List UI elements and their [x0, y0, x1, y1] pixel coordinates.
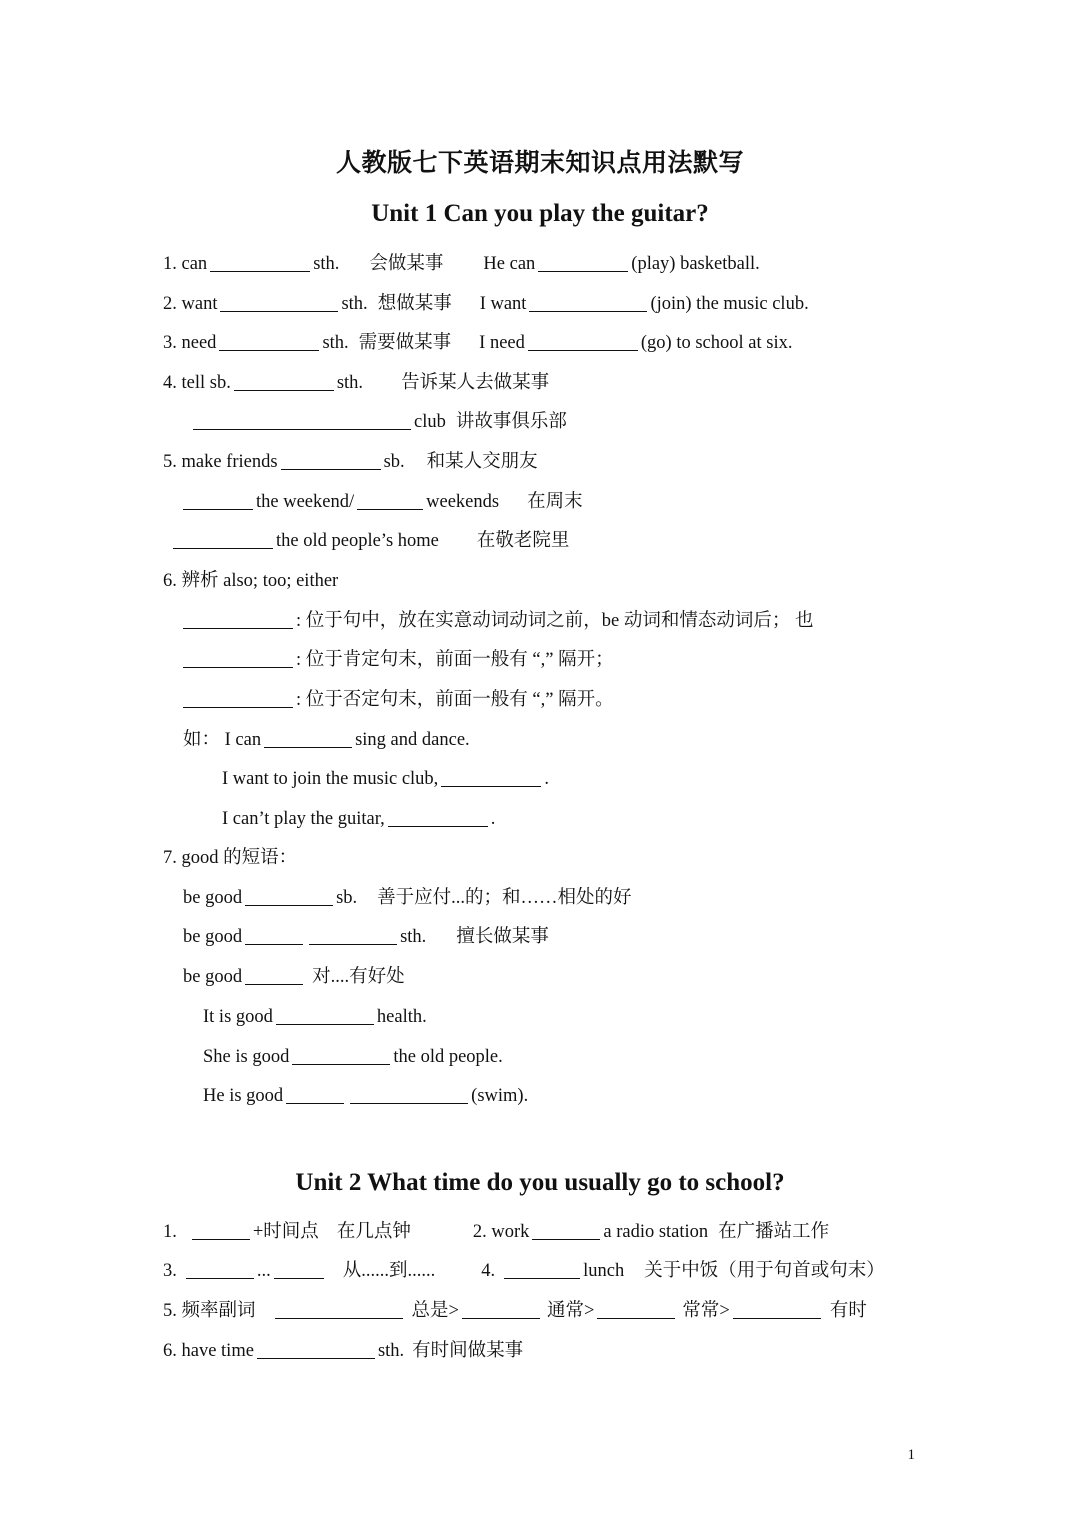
line-text: the old people’s home	[276, 531, 439, 551]
line-text: 讲故事俱乐部	[455, 412, 567, 432]
fill-blank[interactable]	[257, 1340, 375, 1359]
unit2-line-2	[163, 1259, 885, 1283]
fill-blank[interactable]	[192, 1221, 250, 1240]
line-text: 2. want	[163, 294, 218, 314]
unit1-line-14	[222, 767, 549, 791]
line-text: the weekend/	[256, 492, 355, 512]
fill-blank[interactable]	[186, 1260, 254, 1279]
fill-blank[interactable]	[275, 1300, 403, 1319]
fill-blank[interactable]	[504, 1260, 580, 1279]
fill-blank[interactable]	[264, 729, 352, 748]
fill-blank[interactable]	[245, 966, 303, 985]
line-text: I want	[479, 294, 527, 314]
fill-blank[interactable]	[183, 491, 253, 510]
unit2-line-1	[163, 1220, 829, 1244]
unit1-line-17	[183, 886, 632, 910]
line-text: 4. tell sb.	[163, 373, 231, 393]
line-text: 对....有好处	[312, 967, 405, 987]
page-title: 人教版七下英语期末知识点用法默写	[335, 150, 744, 177]
line-text: 在广播站工作	[718, 1222, 830, 1242]
line-text: 7. good 的短语：	[163, 848, 298, 868]
unit1-line-4	[163, 371, 549, 395]
line-text: club	[414, 412, 446, 432]
unit1-line-10	[180, 609, 813, 633]
line-text: the old people.	[393, 1047, 503, 1067]
line-text: ...	[256, 1261, 271, 1281]
line-text: 6. have time	[163, 1341, 254, 1361]
line-text: 在敬老院里	[476, 531, 570, 551]
line-text: a radio station	[603, 1222, 709, 1242]
line-text: 4.	[481, 1261, 496, 1281]
unit1-line-19	[183, 965, 405, 989]
unit2-line-4	[163, 1339, 523, 1363]
line-text: (play) basketball.	[631, 254, 760, 274]
unit1-line-2	[163, 292, 809, 316]
fill-blank[interactable]	[462, 1300, 540, 1319]
unit1-line-12	[180, 688, 614, 712]
fill-blank[interactable]	[538, 253, 628, 272]
line-text: weekends	[426, 492, 500, 512]
line-text: 1. can	[163, 254, 208, 274]
line-text: 1.	[163, 1222, 177, 1242]
unit2-line-3	[163, 1299, 867, 1323]
unit1-line-11	[180, 648, 614, 672]
line-text: : 位于句中，放在实意动词动词之前，be 动词和情态动词后； 也	[296, 611, 814, 631]
line-text: sth.	[341, 294, 368, 314]
line-text: 在周末	[527, 492, 583, 512]
line-text: .	[544, 769, 549, 789]
line-text: sth.	[400, 927, 427, 947]
line-text: 需要做某事	[358, 333, 452, 353]
fill-blank[interactable]	[173, 530, 273, 549]
line-text: +时间点	[252, 1222, 319, 1242]
fill-blank[interactable]	[309, 926, 397, 945]
line-text: lunch	[583, 1261, 625, 1281]
page-number: 1	[907, 1447, 915, 1463]
line-text: 有时	[829, 1301, 867, 1321]
unit1-line-6	[163, 450, 538, 474]
fill-blank[interactable]	[183, 649, 293, 668]
line-text: 3. need	[163, 333, 217, 353]
line-text: sth.	[313, 254, 340, 274]
line-text: 常常>	[682, 1301, 730, 1321]
line-text: It is good	[203, 1007, 273, 1027]
line-text: I need	[479, 333, 525, 353]
line-text: 关于中饭（用于句首或句末）	[644, 1261, 885, 1281]
unit1-line-8	[170, 529, 569, 553]
line-text: sb.	[383, 452, 405, 472]
unit1-line-5	[190, 410, 567, 434]
fill-blank[interactable]	[234, 372, 334, 391]
line-text: 总是>	[411, 1301, 459, 1321]
unit1-line-20	[203, 1005, 427, 1029]
fill-blank[interactable]	[388, 808, 488, 827]
unit1-line-9	[163, 569, 338, 593]
line-text: 和某人交朋友	[426, 452, 538, 472]
line-text: .	[490, 809, 496, 829]
fill-blank[interactable]	[441, 768, 541, 787]
line-text: 5. 频率副词	[163, 1301, 256, 1321]
line-text: sth.	[336, 373, 364, 393]
unit1-line-7	[180, 490, 583, 514]
fill-blank[interactable]	[532, 1221, 600, 1240]
fill-blank[interactable]	[183, 689, 293, 708]
fill-blank[interactable]	[210, 253, 310, 272]
unit1-line-15	[222, 807, 495, 831]
fill-blank[interactable]	[529, 293, 647, 312]
line-text: 在几点钟	[336, 1222, 411, 1242]
line-text: He is good	[203, 1086, 284, 1106]
line-text: 如： I can	[183, 730, 262, 750]
line-text: 想做某事	[377, 294, 452, 314]
unit1-line-16	[163, 846, 297, 870]
line-text: sing and dance.	[355, 730, 470, 750]
line-text: She is good	[203, 1047, 290, 1067]
line-text: I can’t play the guitar,	[222, 809, 385, 829]
line-text: : 位于否定句末，前面一般有 “,” 隔开。	[296, 690, 614, 710]
line-text: He can	[483, 254, 536, 274]
fill-blank[interactable]	[183, 610, 293, 629]
fill-blank[interactable]	[292, 1046, 390, 1065]
fill-blank[interactable]	[281, 451, 381, 470]
fill-blank[interactable]	[350, 1085, 468, 1104]
line-text: 2. work	[472, 1222, 530, 1242]
unit1-line-21	[203, 1045, 503, 1069]
line-text: (swim).	[471, 1086, 529, 1106]
line-text: 有时间做某事	[412, 1341, 524, 1361]
fill-blank[interactable]	[733, 1300, 821, 1319]
line-text: 5. make friends	[163, 452, 278, 472]
fill-blank[interactable]	[219, 332, 319, 351]
line-text: 善于应付...的；和……相处的好	[377, 888, 632, 908]
line-text: 6. 辨析 also; too; either	[163, 571, 339, 591]
fill-blank[interactable]	[286, 1085, 344, 1104]
fill-blank[interactable]	[274, 1260, 324, 1279]
line-text: (join) the music club.	[650, 294, 809, 314]
fill-blank[interactable]	[193, 411, 411, 430]
line-text: (go) to school at six.	[640, 333, 793, 353]
line-text: sth.	[377, 1341, 405, 1361]
line-text: I want to join the music club,	[222, 769, 439, 789]
line-text: sb.	[336, 888, 358, 908]
line-text: 擅长做某事	[456, 927, 549, 947]
unit1-line-13	[183, 728, 470, 752]
line-text: 告诉某人去做某事	[401, 373, 550, 393]
unit1-line-1	[163, 252, 760, 276]
line-text: 通常>	[546, 1301, 595, 1321]
fill-blank[interactable]	[220, 293, 338, 312]
line-text: sth.	[322, 333, 349, 353]
line-text: health.	[376, 1007, 427, 1027]
fill-blank[interactable]	[276, 1006, 374, 1025]
unit2-heading: Unit 2 What time do you usually go to school?	[295, 1169, 785, 1196]
fill-blank[interactable]	[245, 926, 303, 945]
fill-blank[interactable]	[528, 332, 638, 351]
fill-blank[interactable]	[245, 887, 333, 906]
line-text: 会做某事	[369, 254, 444, 274]
fill-blank[interactable]	[357, 491, 423, 510]
unit1-heading: Unit 1 Can you play the guitar?	[371, 200, 709, 227]
line-text: 从......到......	[342, 1261, 436, 1281]
line-text: 3.	[163, 1261, 177, 1281]
fill-blank[interactable]	[597, 1300, 675, 1319]
unit1-line-22	[203, 1084, 528, 1108]
line-text: be good	[183, 927, 243, 947]
unit1-line-3	[163, 331, 792, 355]
line-text: be good	[183, 967, 243, 987]
line-text: be good	[183, 888, 243, 908]
unit1-line-18	[183, 925, 549, 949]
line-text: : 位于肯定句末，前面一般有 “,” 隔开；	[296, 650, 614, 670]
